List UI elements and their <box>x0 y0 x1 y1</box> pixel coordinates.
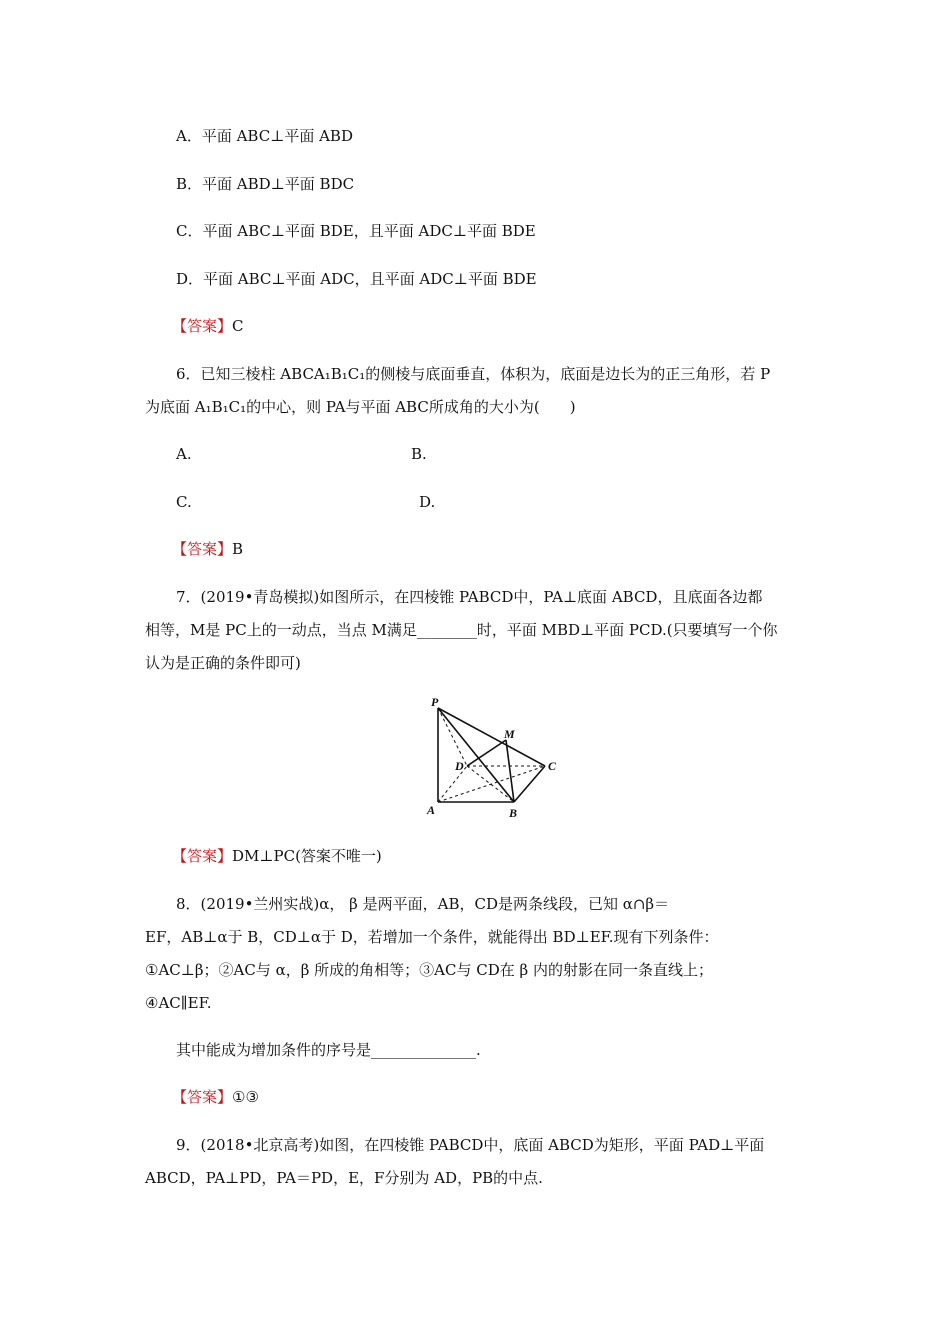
q6-option-c: C. <box>176 493 192 511</box>
q5-option-d: D．平面 ABC⊥平面 ADC，且平面 ADC⊥平面 BDE <box>176 270 537 288</box>
q8-stem-line1: 8．(2019•兰州实战)α， β 是两平面，AB，CD是两条线段，已知 α∩β＝ <box>176 895 670 913</box>
label-m: M <box>504 727 515 741</box>
answer-value: C <box>232 317 244 335</box>
label-c: C <box>548 759 557 773</box>
label-b: B <box>509 806 518 820</box>
label-p: P <box>431 695 439 709</box>
answer-label: 【答案】 <box>172 540 233 558</box>
q6-stem-line2: 为底面 A₁B₁C₁的中心，则 PA与平面 ABC所成角的大小为( ) <box>145 398 576 416</box>
q8-stem-line5: 其中能成为增加条件的序号是______________. <box>176 1041 481 1059</box>
label-d: D <box>455 759 464 773</box>
q7-stem-line1: 7．(2019•青岛模拟)如图所示，在四棱锥 PABCD中，PA⊥底面 ABCD，且底面各边都 <box>176 588 763 606</box>
q6-answer <box>172 539 243 559</box>
q5-option-a: A．平面 ABC⊥平面 ABD <box>176 127 353 145</box>
q6-option-d: D. <box>419 493 436 511</box>
q8-stem-line2: EF，AB⊥α于 B，CD⊥α于 D，若增加一个条件，就能得出 BD⊥EF.现有下列条件： <box>145 928 719 946</box>
q7-pyramid-figure <box>420 692 570 824</box>
q7-stem-line3: 认为是正确的条件即可) <box>145 654 301 672</box>
answer-label: 【答案】 <box>172 317 233 335</box>
label-a: A <box>427 803 436 817</box>
answer-value: DM⊥PC(答案不唯一) <box>232 847 382 865</box>
q6-option-a: A. <box>176 445 192 463</box>
q7-answer <box>172 846 382 866</box>
q5-answer <box>172 316 244 336</box>
q6-stem-line1: 6．已知三棱柱 ABCA₁B₁C₁的侧棱与底面垂直，体积为，底面是边长为的正三角形，若 P <box>176 365 771 383</box>
q8-stem-line3: ①AC⊥β；②AC与 α，β 所成的角相等；③AC与 CD在 β 内的射影在同一条直线上； <box>145 961 713 979</box>
q5-option-b: B．平面 ABD⊥平面 BDC <box>176 175 355 193</box>
answer-label: 【答案】 <box>172 847 233 865</box>
q9-stem-line1: 9．(2018•北京高考)如图，在四棱锥 PABCD中，底面 ABCD为矩形，平面 PAD⊥平面 <box>176 1136 765 1154</box>
q6-option-b: B. <box>411 445 427 463</box>
answer-value: ①③ <box>232 1088 259 1106</box>
answer-label: 【答案】 <box>172 1088 233 1106</box>
q7-stem-line2: 相等，M是 PC上的一动点，当点 M满足________时，平面 MBD⊥平面 PCD.(只要填写一个你 <box>145 621 778 639</box>
q5-option-c: C．平面 ABC⊥平面 BDE，且平面 ADC⊥平面 BDE <box>176 222 536 240</box>
edge-pc <box>438 708 545 766</box>
q8-answer <box>172 1087 259 1107</box>
q8-stem-line4: ④AC∥EF. <box>145 994 212 1012</box>
edge-md <box>467 740 506 766</box>
q9-stem-line2: ABCD，PA⊥PD，PA＝PD，E，F分别为 AD，PB的中点. <box>145 1169 543 1187</box>
answer-value: B <box>232 540 244 558</box>
